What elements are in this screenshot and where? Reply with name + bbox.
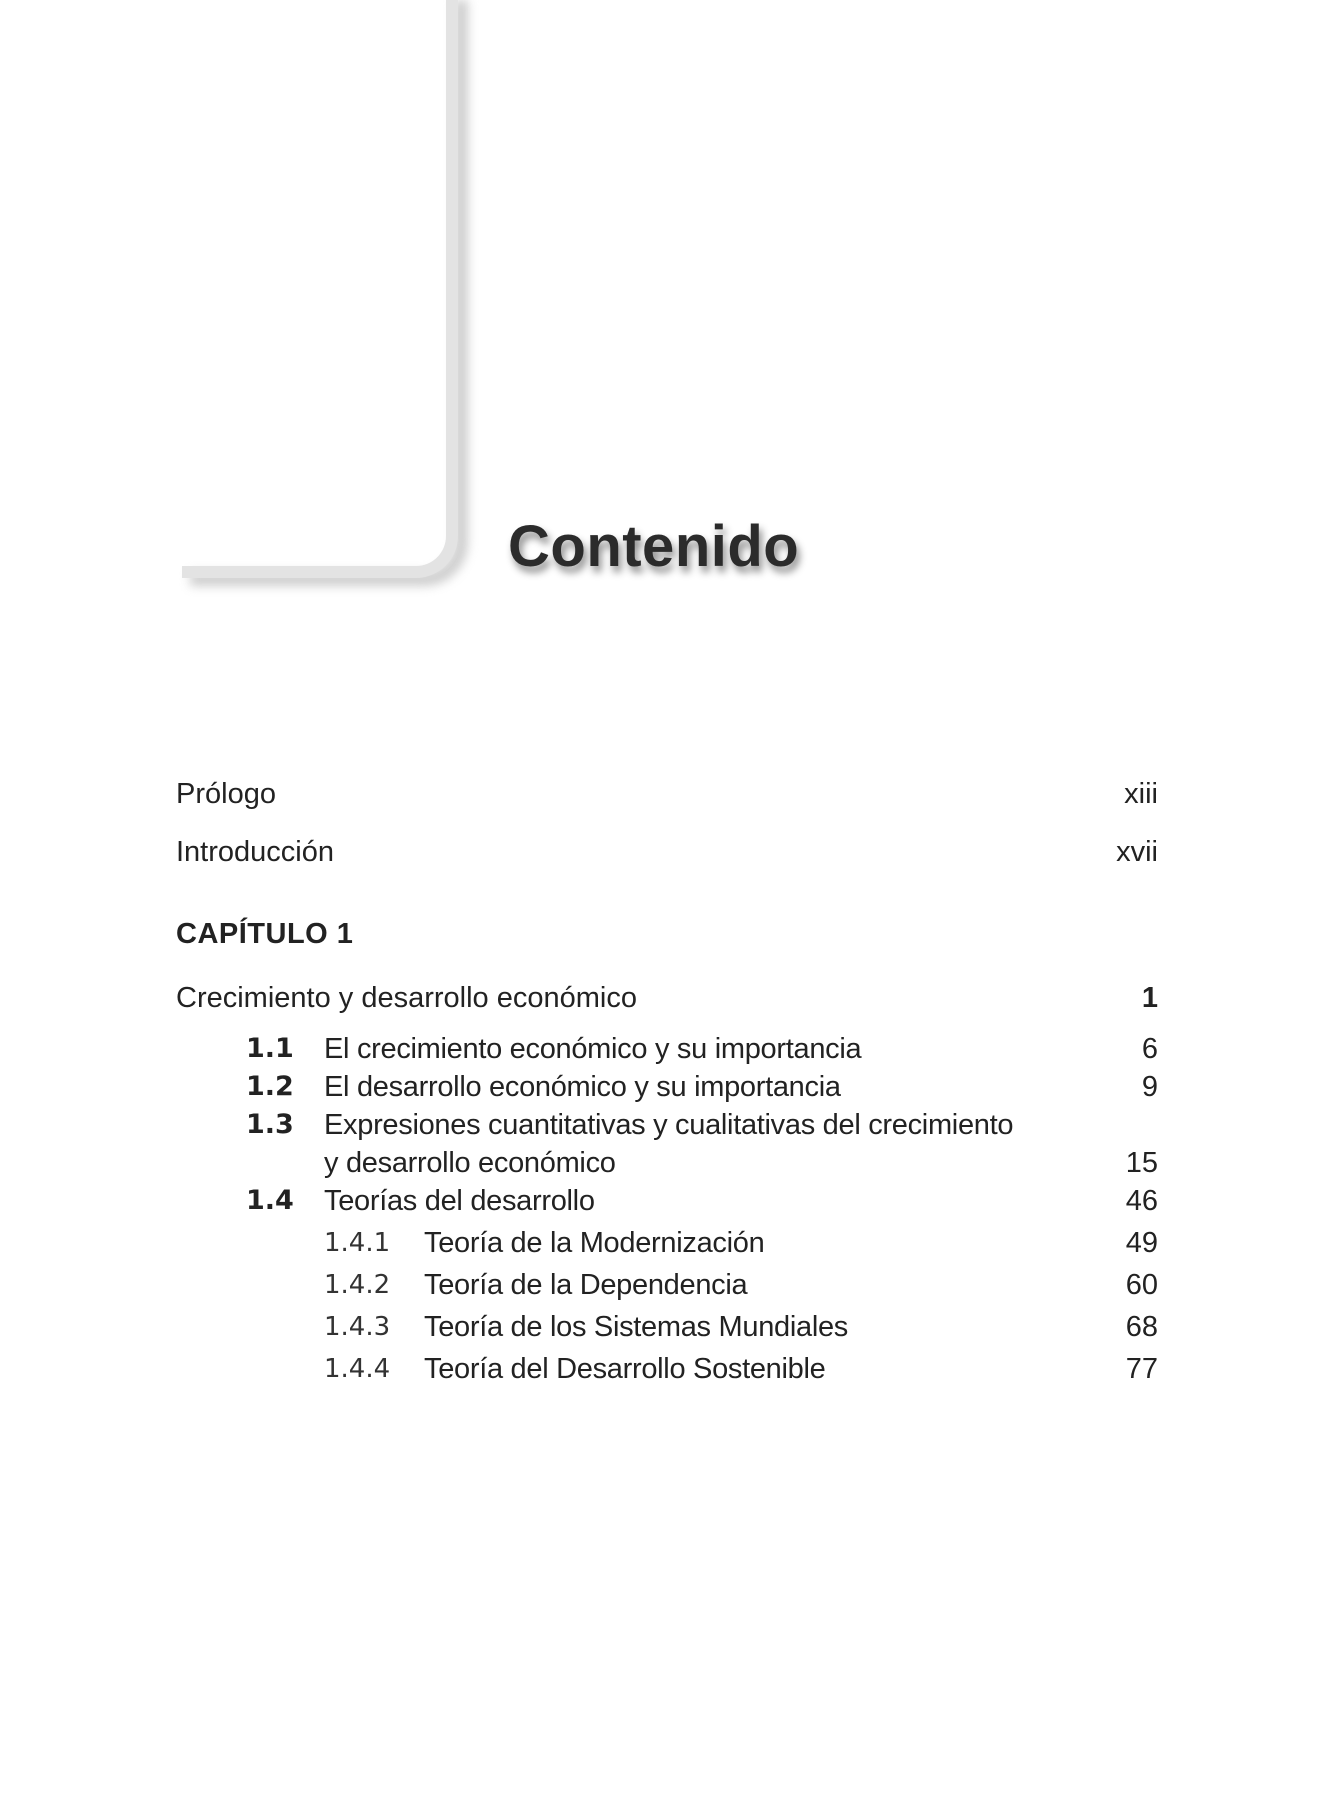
toc-section-1-2	[176, 1068, 1158, 1106]
table-of-contents	[176, 778, 1158, 1390]
section-title-continued: y desarrollo económico	[324, 1147, 616, 1179]
toc-subsection-1-4-3	[176, 1306, 1158, 1348]
chapter-number: CAPÍTULO 1	[176, 918, 354, 950]
section-number: 1.3	[246, 1109, 294, 1140]
section-title: El crecimiento económico y su importancia	[324, 1033, 862, 1065]
section-page: 6	[1141, 1033, 1158, 1065]
chapter-page: 1	[1141, 982, 1158, 1014]
subsection-title: Teoría de la Modernización	[424, 1227, 765, 1259]
toc-entry-page: xiii	[1124, 778, 1158, 810]
toc-entry-page: xvii	[1116, 836, 1158, 868]
toc-entry-introduccion	[176, 836, 1158, 894]
toc-entry-label: Prólogo	[176, 778, 276, 810]
section-page: 9	[1141, 1071, 1158, 1103]
subsection-page: 68	[1125, 1311, 1158, 1343]
subsection-title: Teoría de la Dependencia	[424, 1269, 748, 1301]
toc-entry-label: Introducción	[176, 836, 334, 868]
section-title: El desarrollo económico y su importancia	[324, 1071, 841, 1103]
toc-section-1-3-continued	[176, 1144, 1158, 1182]
subsection-page: 77	[1125, 1353, 1158, 1385]
chapter-title: Crecimiento y desarrollo económico	[176, 982, 637, 1014]
toc-subsection-1-4-2	[176, 1264, 1158, 1306]
section-number: 1.1	[246, 1033, 294, 1064]
subsection-title: Teoría de los Sistemas Mundiales	[424, 1311, 848, 1343]
corner-bracket-decoration	[182, 0, 458, 578]
section-page: 15	[1125, 1147, 1158, 1179]
subsection-number: 1.4.1	[324, 1228, 391, 1258]
toc-subsection-1-4-1	[176, 1222, 1158, 1264]
section-page: 46	[1125, 1185, 1158, 1217]
toc-subsection-1-4-4	[176, 1348, 1158, 1390]
toc-section-1-3	[176, 1106, 1158, 1144]
subsection-page: 60	[1125, 1269, 1158, 1301]
chapter-label	[176, 918, 1158, 976]
chapter-title-row	[176, 982, 1158, 1030]
section-number: 1.4	[246, 1185, 294, 1216]
subsection-number: 1.4.2	[324, 1270, 391, 1300]
subsection-title: Teoría del Desarrollo Sostenible	[424, 1353, 826, 1385]
subsection-number: 1.4.4	[324, 1354, 391, 1384]
section-number: 1.2	[246, 1071, 294, 1102]
subsection-page: 49	[1125, 1227, 1158, 1259]
toc-entry-prologo	[176, 778, 1158, 836]
page-title: Contenido	[508, 514, 800, 579]
section-title: Expresiones cuantitativas y cualitativas del crecimiento	[324, 1109, 1014, 1141]
toc-section-1-4	[176, 1182, 1158, 1220]
section-title: Teorías del desarrollo	[324, 1185, 595, 1217]
toc-section-1-1	[176, 1030, 1158, 1068]
subsection-number: 1.4.3	[324, 1312, 391, 1342]
